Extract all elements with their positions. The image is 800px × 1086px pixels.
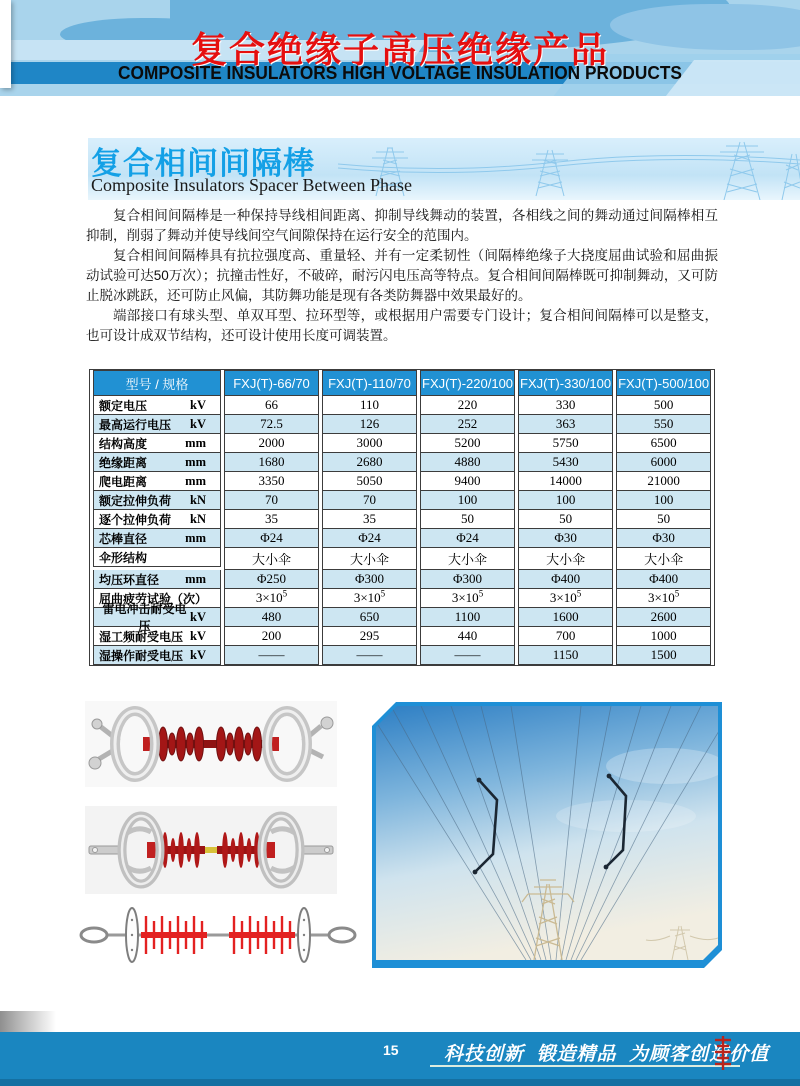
- spec-label-text: 额定电压: [99, 398, 148, 413]
- section-title-cn: 复合相间间隔棒: [91, 146, 315, 181]
- spec-row: [93, 570, 711, 589]
- spec-cell: 9400: [420, 472, 515, 491]
- spec-cell: Φ400: [518, 570, 613, 589]
- spec-cell: 5750: [518, 434, 613, 453]
- spec-cell: Φ400: [616, 570, 711, 589]
- spec-row-label: [93, 434, 221, 453]
- spec-unit-text: kN: [190, 492, 206, 507]
- spec-label-text: 绝缘距离: [99, 455, 148, 470]
- spec-cell: 50: [616, 510, 711, 529]
- intro-text: [86, 206, 718, 346]
- spec-row-label: [93, 472, 221, 491]
- spec-row: [93, 608, 711, 627]
- spec-cell: Φ30: [616, 529, 711, 548]
- spec-row: [93, 396, 711, 415]
- spec-cell: 5430: [518, 453, 613, 472]
- spec-cell: Φ250: [224, 570, 319, 589]
- spec-unit-text: kV: [190, 647, 206, 662]
- spec-row-label: [93, 627, 221, 646]
- paragraph: 端部接口有球头型、单双耳型、拉环型等，或根据用户需要专门设计；复合相间间隔棒可以是整支，也可设计成双节结构，还可设计使用长度可调装置。: [86, 308, 718, 343]
- transmission-lines-photo: [376, 706, 718, 960]
- model-header: FXJ(T)-330/100: [518, 370, 613, 396]
- spec-label-text: 额定拉伸负荷: [99, 493, 172, 508]
- spec-cell: 6500: [616, 434, 711, 453]
- spec-row-label: [93, 646, 221, 665]
- page-title-cn: 复合绝缘子高压绝缘产品: [190, 29, 609, 70]
- page-number: 15: [383, 1042, 399, 1058]
- spec-cell: $3\times 10^5$: [224, 589, 319, 608]
- spec-cell: 252: [420, 415, 515, 434]
- insulator-icon: [712, 1035, 734, 1071]
- spec-unit-text: mm: [185, 435, 206, 450]
- spec-cell: 3000: [322, 434, 417, 453]
- spec-cell: 14000: [518, 472, 613, 491]
- spec-cell: 70: [322, 491, 417, 510]
- spec-unit-text: kV: [190, 609, 206, 624]
- spec-cell: 480: [224, 608, 319, 627]
- spec-row-label: [93, 570, 221, 589]
- spec-cell: 大小伞: [518, 548, 613, 570]
- spec-label-text: 伞形结构: [99, 550, 148, 565]
- footer-slogan: 科技创新 锻造精品 为顾客创造价值: [444, 1044, 770, 1065]
- spec-row: [93, 646, 711, 665]
- spec-cell: 35: [322, 510, 417, 529]
- spec-cell: 440: [420, 627, 515, 646]
- spec-unit-text: kV: [190, 628, 206, 643]
- spec-cell: ——: [224, 646, 319, 665]
- spec-cell: 50: [420, 510, 515, 529]
- spec-cell: 5200: [420, 434, 515, 453]
- section-title-en: Composite Insulators Spacer Between Phase: [91, 175, 412, 195]
- spec-row: [93, 453, 711, 472]
- spec-table-body: [93, 396, 711, 665]
- spec-unit-text: kV: [190, 397, 206, 412]
- product-figure-2: [85, 806, 337, 894]
- spec-label-text: 湿工频耐受电压: [99, 629, 184, 644]
- spec-unit-text: mm: [185, 454, 206, 469]
- spec-cell: 50: [518, 510, 613, 529]
- footer-underline: [430, 1065, 740, 1067]
- spec-label-text: 逐个拉伸负荷: [99, 512, 172, 527]
- spec-cell: Φ300: [322, 570, 417, 589]
- spec-cell: $3\times 10^5$: [322, 589, 417, 608]
- spec-cell: 3350: [224, 472, 319, 491]
- spec-row-label: [93, 453, 221, 472]
- spec-row-label: [93, 548, 221, 567]
- spec-unit-text: kV: [190, 416, 206, 431]
- spec-row: [93, 472, 711, 491]
- spec-cell: $3\times 10^5$: [420, 589, 515, 608]
- spec-cell: 大小伞: [420, 548, 515, 570]
- spec-label-text: 屈曲疲劳试验（次）: [99, 591, 208, 606]
- model-header: FXJ(T)-66/70: [224, 370, 319, 396]
- paragraph: 复合相间间隔棒是一种保持导线相间距离、抑制导线舞动的装置，各相线之间的舞动通过间隔棒相互抑制，削弱了舞动并使导线间空气间隙保持在运行安全的范围内。: [86, 208, 718, 243]
- spec-row: [93, 434, 711, 453]
- footer-gray-strip: [0, 1011, 800, 1032]
- spacer-drawing-icon: [75, 894, 361, 976]
- spec-label-text: 爬电距离: [99, 474, 148, 489]
- spec-label-text: 最高运行电压: [99, 417, 172, 432]
- spec-cell: 35: [224, 510, 319, 529]
- spec-cell: 1150: [518, 646, 613, 665]
- spec-cell: 大小伞: [224, 548, 319, 570]
- spec-row: [93, 491, 711, 510]
- paragraph: 复合相间间隔棒具有抗拉强度高、重量轻、并有一定柔韧性（间隔棒绝缘子大挠度屈曲试验和屈曲振动试验可达50万次）；抗撞击性好，不破碎，耐污闪电压高等特点。复合相间间隔棒既可抑制舞动，又可防止脱冰跳跃，还可防止风偏，其防舞功能是现有各类防舞器中效果最好的。: [86, 248, 718, 303]
- spec-cell: Φ24: [420, 529, 515, 548]
- spec-cell: 大小伞: [616, 548, 711, 570]
- spec-cell: 1600: [518, 608, 613, 627]
- spec-cell: 70: [224, 491, 319, 510]
- spec-unit-text: kN: [190, 511, 206, 526]
- spec-cell: 大小伞: [322, 548, 417, 570]
- spec-cell: 1100: [420, 608, 515, 627]
- spec-row-label: [93, 602, 221, 633]
- spec-cell: 2680: [322, 453, 417, 472]
- spec-cell: 2600: [616, 608, 711, 627]
- spec-row-label: [93, 529, 221, 548]
- spec-cell: 200: [224, 627, 319, 646]
- page-header: [0, 0, 800, 96]
- spec-row: [93, 548, 711, 570]
- footer-dark-strip: [0, 1079, 800, 1086]
- spec-row-label: [93, 415, 221, 434]
- spec-cell: 1680: [224, 453, 319, 472]
- spec-cell: 330: [518, 396, 613, 415]
- spec-table-models-row: [93, 370, 711, 396]
- spec-cell: 110: [322, 396, 417, 415]
- spec-cell: 1000: [616, 627, 711, 646]
- spec-cell: 700: [518, 627, 613, 646]
- spec-cell: 500: [616, 396, 711, 415]
- spec-cell: 100: [420, 491, 515, 510]
- spec-table: [90, 370, 714, 665]
- spec-cell: Φ300: [420, 570, 515, 589]
- spec-cell: 100: [616, 491, 711, 510]
- spacer-render-icon: [85, 701, 337, 787]
- spec-row-label: [93, 491, 221, 510]
- product-figure-3: [75, 894, 361, 976]
- spec-row: [93, 510, 711, 529]
- spec-label-text: 芯棒直径: [99, 531, 148, 546]
- page-corner-strip: [0, 0, 11, 88]
- spec-cell: 220: [420, 396, 515, 415]
- spec-label-text: 雷电冲击耐受电压: [102, 602, 187, 633]
- spec-cell: 6000: [616, 453, 711, 472]
- spec-cell: 66: [224, 396, 319, 415]
- spec-cell: 72.5: [224, 415, 319, 434]
- spec-unit-text: mm: [185, 530, 206, 545]
- spec-cell: 363: [518, 415, 613, 434]
- spec-row-label: [93, 396, 221, 415]
- section-banner: [88, 138, 800, 200]
- spec-cell: ——: [322, 646, 417, 665]
- photo-frame: [372, 702, 722, 968]
- spec-cell: 550: [616, 415, 711, 434]
- spec-label-text: 湿操作耐受电压: [99, 648, 184, 663]
- spec-cell: 126: [322, 415, 417, 434]
- spec-cell: 4880: [420, 453, 515, 472]
- spec-cell: $3\times 10^5$: [518, 589, 613, 608]
- spec-cell: $3\times 10^5$: [616, 589, 711, 608]
- spec-row: [93, 415, 711, 434]
- spec-table-wrapper: [89, 369, 715, 666]
- spec-cell: ——: [420, 646, 515, 665]
- spec-row: [93, 529, 711, 548]
- spec-label-text: 均压环直径: [99, 572, 160, 587]
- spec-cell: 21000: [616, 472, 711, 491]
- model-header: FXJ(T)-500/100: [616, 370, 711, 396]
- spec-table-corner: 型号 / 规格: [93, 370, 221, 396]
- spec-cell: Φ30: [518, 529, 613, 548]
- spec-unit-text: mm: [185, 571, 206, 586]
- spec-label-text: 结构高度: [99, 436, 148, 451]
- spec-unit-text: mm: [185, 473, 206, 488]
- spacer-render-icon: [85, 806, 337, 894]
- model-header: FXJ(T)-220/100: [420, 370, 515, 396]
- spec-cell: 295: [322, 627, 417, 646]
- spec-cell: 5050: [322, 472, 417, 491]
- product-figure-1: [85, 701, 337, 787]
- spec-row-label: [93, 510, 221, 529]
- spec-cell: 2000: [224, 434, 319, 453]
- spec-cell: Φ24: [322, 529, 417, 548]
- spec-cell: 1500: [616, 646, 711, 665]
- spec-cell: 650: [322, 608, 417, 627]
- model-header: FXJ(T)-110/70: [322, 370, 417, 396]
- spec-cell: Φ24: [224, 529, 319, 548]
- spec-cell: 100: [518, 491, 613, 510]
- page-title-en: COMPOSITE INSULATORS HIGH VOLTAGE INSULATION PRODUCTS: [118, 63, 682, 83]
